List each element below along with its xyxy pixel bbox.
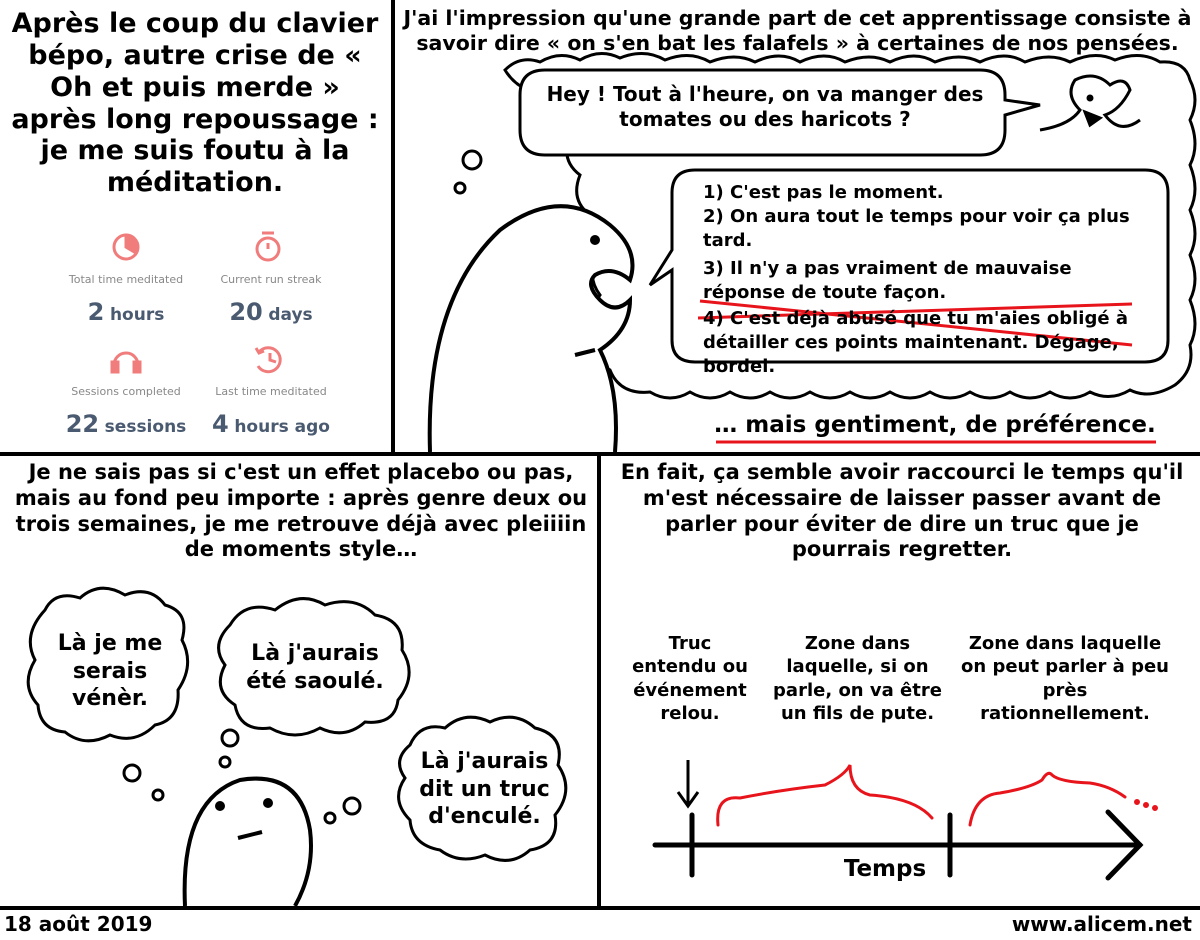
thought-text-1: Là je me serais vénèr. <box>57 631 163 711</box>
curve-good-zone <box>970 773 1125 825</box>
panel1-caption: Après le coup du clavier bépo, autre crise de « Oh et puis merde » après long repoussage : je me suis foutu à la méditation. <box>11 8 379 199</box>
curve-dot-2 <box>1145 804 1148 807</box>
reply-line-8: bordel. <box>703 356 776 377</box>
thought-text-2: Là j'aurais été saoulé. <box>246 641 384 694</box>
timeline-label-good-zone: Zone dans laquelle on peut parler à peu près rationnellement. <box>961 633 1169 725</box>
stat-sessions-number: 22 <box>65 410 100 438</box>
reply-line-3: tard. <box>703 230 753 251</box>
curve-bad-zone <box>718 765 932 825</box>
stat-streak-label: Current run streak <box>220 273 322 286</box>
reply-line-1: 1) C'est pas le moment. <box>703 182 944 203</box>
panel4-caption: En fait, ça semble avoir raccourci le temps qu'il m'est nécessaire de laisser passer avant de parler pour éviter de dire un truc que je pourrais regretter. <box>620 460 1184 562</box>
footer-site-link[interactable]: www.alicem.net <box>1011 912 1192 936</box>
stat-total-time-number: 2 <box>87 298 105 326</box>
stat-last-time-label: Last time meditated <box>215 385 327 398</box>
question-text: Hey ! Tout à l'heure, on va manger des tomates ou des haricots ? <box>546 82 984 131</box>
reply-line-2: 2) On aura tout le temps pour voir ça plus <box>703 206 1130 227</box>
reply-line-5: réponse de toute façon. <box>703 282 947 303</box>
timeline-label-event: Truc entendu ou événement relou. <box>632 633 748 725</box>
thought-text-3: Là j'aurais dit un truc d'enculé. <box>419 749 550 829</box>
panel3-caption: Je ne sais pas si c'est un effet placebo ou pas, mais au fond peu importe : après genre deux ou trois semaines, je me retrouve déjà avec pleiiiin de moments style… <box>14 460 588 562</box>
stat-last-time-number: 4 <box>212 410 229 438</box>
timeline-label-bad-zone: Zone dans laquelle, si on parle, on va être un fils de pute. <box>773 633 942 725</box>
timeline-axis-label: Temps <box>843 856 927 882</box>
reply-line-7: détailler ces points maintenant. Dégage, <box>703 332 1119 353</box>
stat-last-time-unit: hours ago <box>234 417 330 437</box>
reply-line-6: 4) C'est déjà abusé que tu m'aies obligé à <box>703 308 1128 329</box>
curve-dot-3 <box>1154 807 1157 810</box>
stat-streak-unit: days <box>268 305 313 325</box>
footer-date: 18 août 2019 <box>4 912 153 936</box>
curve-dot-1 <box>1136 801 1139 804</box>
panel2-footer: … mais gentiment, de préférence. <box>714 412 1156 438</box>
stat-streak-number: 20 <box>229 298 263 326</box>
stat-sessions-label: Sessions completed <box>71 385 181 398</box>
down-arrow-icon <box>678 760 698 806</box>
reply-line-4: 3) Il n'y a pas vraiment de mauvaise <box>703 258 1072 279</box>
stat-total-time-unit: hours <box>109 305 165 325</box>
stat-total-time-label: Total time meditated <box>68 273 184 286</box>
panel2-caption: J'ai l'impression qu'une grande part de cet apprentissage consiste à savoir dire « on s'en bat les falafels » à certaines de nos pensées. <box>403 6 1192 55</box>
stat-sessions-unit: sessions <box>104 417 187 437</box>
